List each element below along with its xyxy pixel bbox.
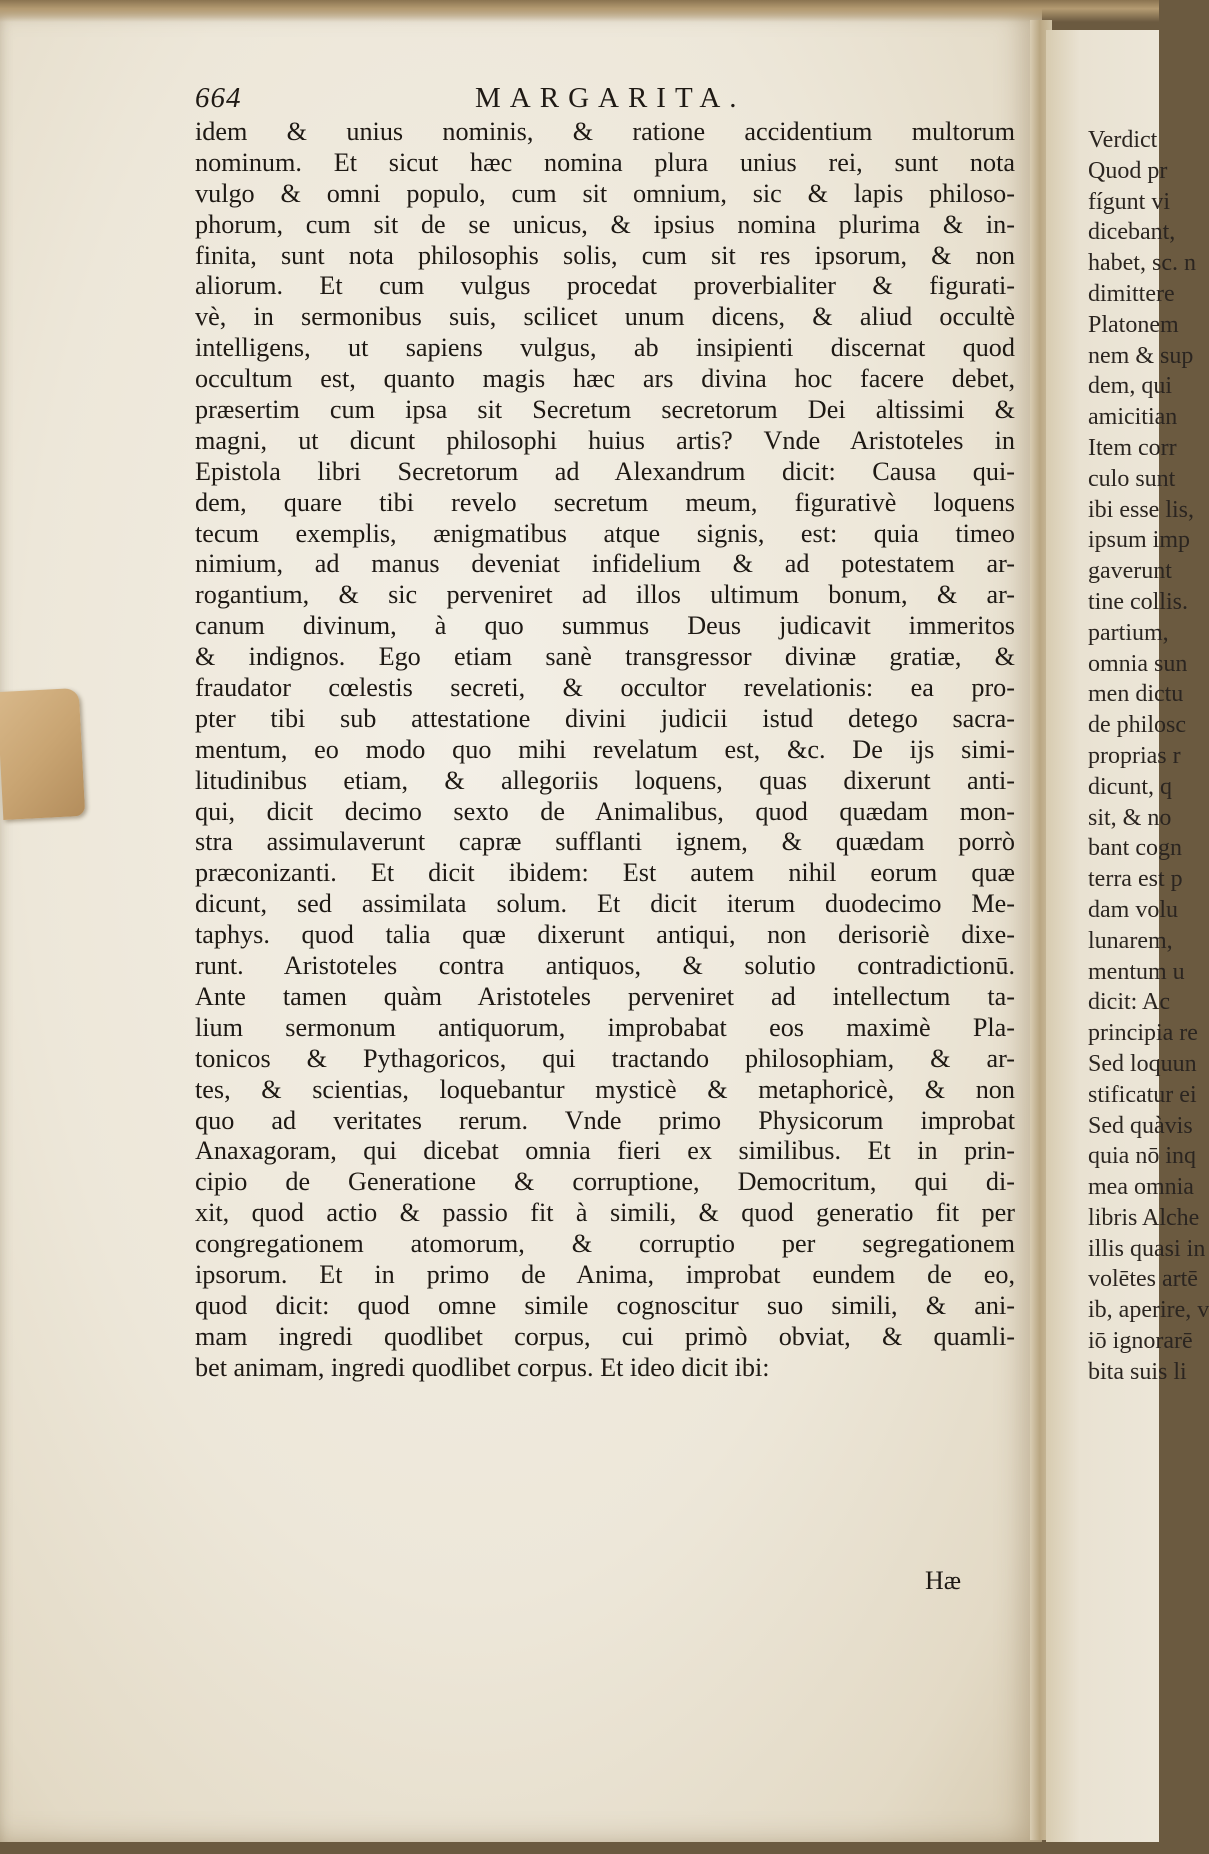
text-line: dem, quare tibi revelo secretum meum, figurativè loquens [195,487,1015,517]
text-line: præsertim cum ipsa sit Secretum secretorum Dei altissimi & [195,395,1015,425]
top-edge [0,0,1159,22]
text-line: xit, quod actio & passio fit à simili, & quod generatio fit per [195,1198,1015,1228]
running-head: MARGARITA. [475,82,746,114]
facing-page-edge [1046,30,1209,1842]
facing-page-line: Sed loquun [1088,1050,1197,1077]
facing-page-line: tine collis. [1088,588,1188,615]
text-line: idem & unius nominis, & ratione accidentium multorum [195,117,1015,146]
facing-page-line: men dictu [1088,681,1184,708]
text-line: Epistola libri Secretorum ad Alexandrum dicit: Causa qui- [195,456,1015,486]
facing-page-line: ib, aperire, v [1088,1297,1209,1324]
text-line: Anaxagoram, qui dicebat omnia fieri ex similibus. Et in prin- [195,1136,1015,1166]
text-line: tecum exemplis, ænigmatibus atque signis, est: quia timeo [195,518,1015,548]
text-line: mam ingredi quodlibet corpus, cui primò obviat, & quamli- [195,1321,1015,1351]
text-line: & indignos. Ego etiam sanè transgressor divinæ gratiæ, & [195,642,1015,672]
facing-page-line: Quod pr [1088,157,1168,184]
facing-page-line: fígunt vi [1088,188,1170,215]
facing-page-line: principia re [1088,1020,1198,1047]
facing-page-line: dicit: Ac [1088,989,1170,1016]
facing-page-line: culo sunt [1088,465,1176,492]
page-number: 664 [195,82,242,114]
facing-page-line: omnia sun [1088,650,1188,677]
facing-page-line: dimittere [1088,280,1175,307]
facing-page-line: proprias r [1088,742,1181,769]
text-line: canum divinum, à quo summus Deus judicavit immeritos [195,611,1015,641]
text-line: lium sermonum antiquorum, improbabat eos maximè Pla- [195,1012,1015,1042]
text-line: stra assimulaverunt capræ sufflanti ignem, & quædam porrò [195,827,1015,857]
facing-page-line: gaverunt [1088,558,1172,585]
facing-page-line: Verdict [1088,127,1158,153]
facing-page-line: dicunt, q [1088,773,1172,800]
facing-page-line: ibi esse lis, [1088,496,1194,523]
facing-page-line: ipsum imp [1088,527,1191,554]
text-line: litudinibus etiam, & allegoriis loquens, quas dixerunt anti- [195,765,1015,795]
body-text [195,117,1015,1384]
text-line: magni, ut dicunt philosophi huius artis? Vnde Aristoteles in [195,425,1015,455]
text-line: vè, in sermonibus suis, scilicet unum dicens, & aliud occultè [195,302,1015,332]
text-line: nominum. Et sicut hæc nomina plura unius rei, sunt nota [195,147,1015,177]
facing-page-line: sit, & no [1088,804,1172,831]
facing-page-line: libris Alche [1088,1204,1200,1231]
facing-page-line: dam volu [1088,896,1178,923]
text-line: mentum, eo modo quo mihi revelatum est, &c. De ijs simi- [195,734,1015,764]
facing-page-line: stificatur ei [1088,1081,1197,1108]
facing-page-line: Sed quàvis [1088,1112,1193,1139]
text-line: finita, sunt nota philosophis solis, cum sit res ipsorum, & non [195,240,1015,270]
text-line: qui, dicit decimo sexto de Animalibus, quod quædam mon- [195,796,1015,826]
facing-page-line: amicitian [1088,404,1178,431]
facing-page-line: dicebant, [1088,219,1176,246]
text-line: bet animam, ingredi quodlibet corpus. Et ideo dicit ibi: [195,1352,770,1382]
facing-page-line: nem & sup [1088,342,1194,369]
text-line: rogantium, & sic perveniret ad illos ultimum bonum, & ar- [195,580,1015,610]
facing-page-line: mea omnia [1088,1174,1194,1201]
facing-page-line: de philosc [1088,712,1186,739]
text-line: præconizanti. Et dicit ibidem: Est autem nihil eorum quæ [195,858,1015,888]
text-line: tonicos & Pythagoricos, qui tractando philosophiam, & ar- [195,1043,1015,1073]
paper-tab-marker [0,688,85,820]
facing-page-line: terra est p [1088,866,1183,893]
facing-page-line: mentum u [1088,958,1185,985]
text-line: ipsorum. Et in primo de Anima, improbat eundem de eo, [195,1259,1015,1289]
facing-page-line: Platonem [1088,311,1179,338]
facing-page-line: Item corr [1088,434,1177,461]
text-line: fraudator cœlestis secreti, & occultor revelationis: ea pro- [195,673,1015,703]
text-line: taphys. quod talia quæ dixerunt antiqui, non derisoriè dixe- [195,920,1015,950]
text-line: Ante tamen quàm Aristoteles perveniret ad intellectum ta- [195,981,1015,1011]
text-line: runt. Aristoteles contra antiquos, & solutio contradictionū. [195,951,1015,981]
facing-page-fragments [1046,125,1209,1388]
facing-page-line: partium, [1088,619,1169,646]
text-line: quod dicit: quod omne simile cognoscitur suo simili, & ani- [195,1290,1015,1320]
page-header [195,82,1015,118]
facing-page-line: volētes artē [1088,1266,1198,1293]
facing-page-line: illis quasi in [1088,1235,1206,1262]
text-line: intelligens, ut sapiens vulgus, ab insipienti discernat quod [195,333,1015,363]
text-line: quo ad veritates rerum. Vnde primo Physicorum improbat [195,1105,1015,1135]
text-line: phorum, cum sit de se unicus, & ipsius nomina plurima & in- [195,209,1015,239]
facing-page-line: dem, qui [1088,373,1172,400]
text-line: vulgo & omni populo, cum sit omnium, sic & lapis philoso- [195,178,1015,208]
facing-page-line: bant cogn [1088,835,1182,862]
text-line: tes, & scientias, loquebantur mysticè & metaphoricè, & non [195,1074,1015,1104]
text-line: cipio de Generatione & corruptione, Democritum, qui di- [195,1167,1015,1197]
text-line: congregationem atomorum, & corruptio per segregationem [195,1229,1015,1259]
text-line: nimium, ad manus deveniat infidelium & ad potestatem ar- [195,549,1015,579]
facing-page-line: habet, sc. n [1088,250,1196,277]
text-line: occultum est, quanto magis hæc ars divina hoc facere debet, [195,364,1015,394]
facing-page-line: lunarem, [1088,927,1173,954]
text-line: aliorum. Et cum vulgus procedat proverbialiter & figurati- [195,271,1015,301]
text-line: dicunt, sed assimilata solum. Et dicit iterum duodecimo Me- [195,889,1015,919]
facing-page-line: iō ignorarē [1088,1328,1193,1355]
facing-page-line: quia nō inq [1088,1143,1196,1170]
text-line: pter tibi sub attestatione divini judicii istud detego sacra- [195,703,1015,733]
facing-page-line: bita suis li [1088,1358,1187,1385]
catchword: Hæ [925,1566,962,1595]
